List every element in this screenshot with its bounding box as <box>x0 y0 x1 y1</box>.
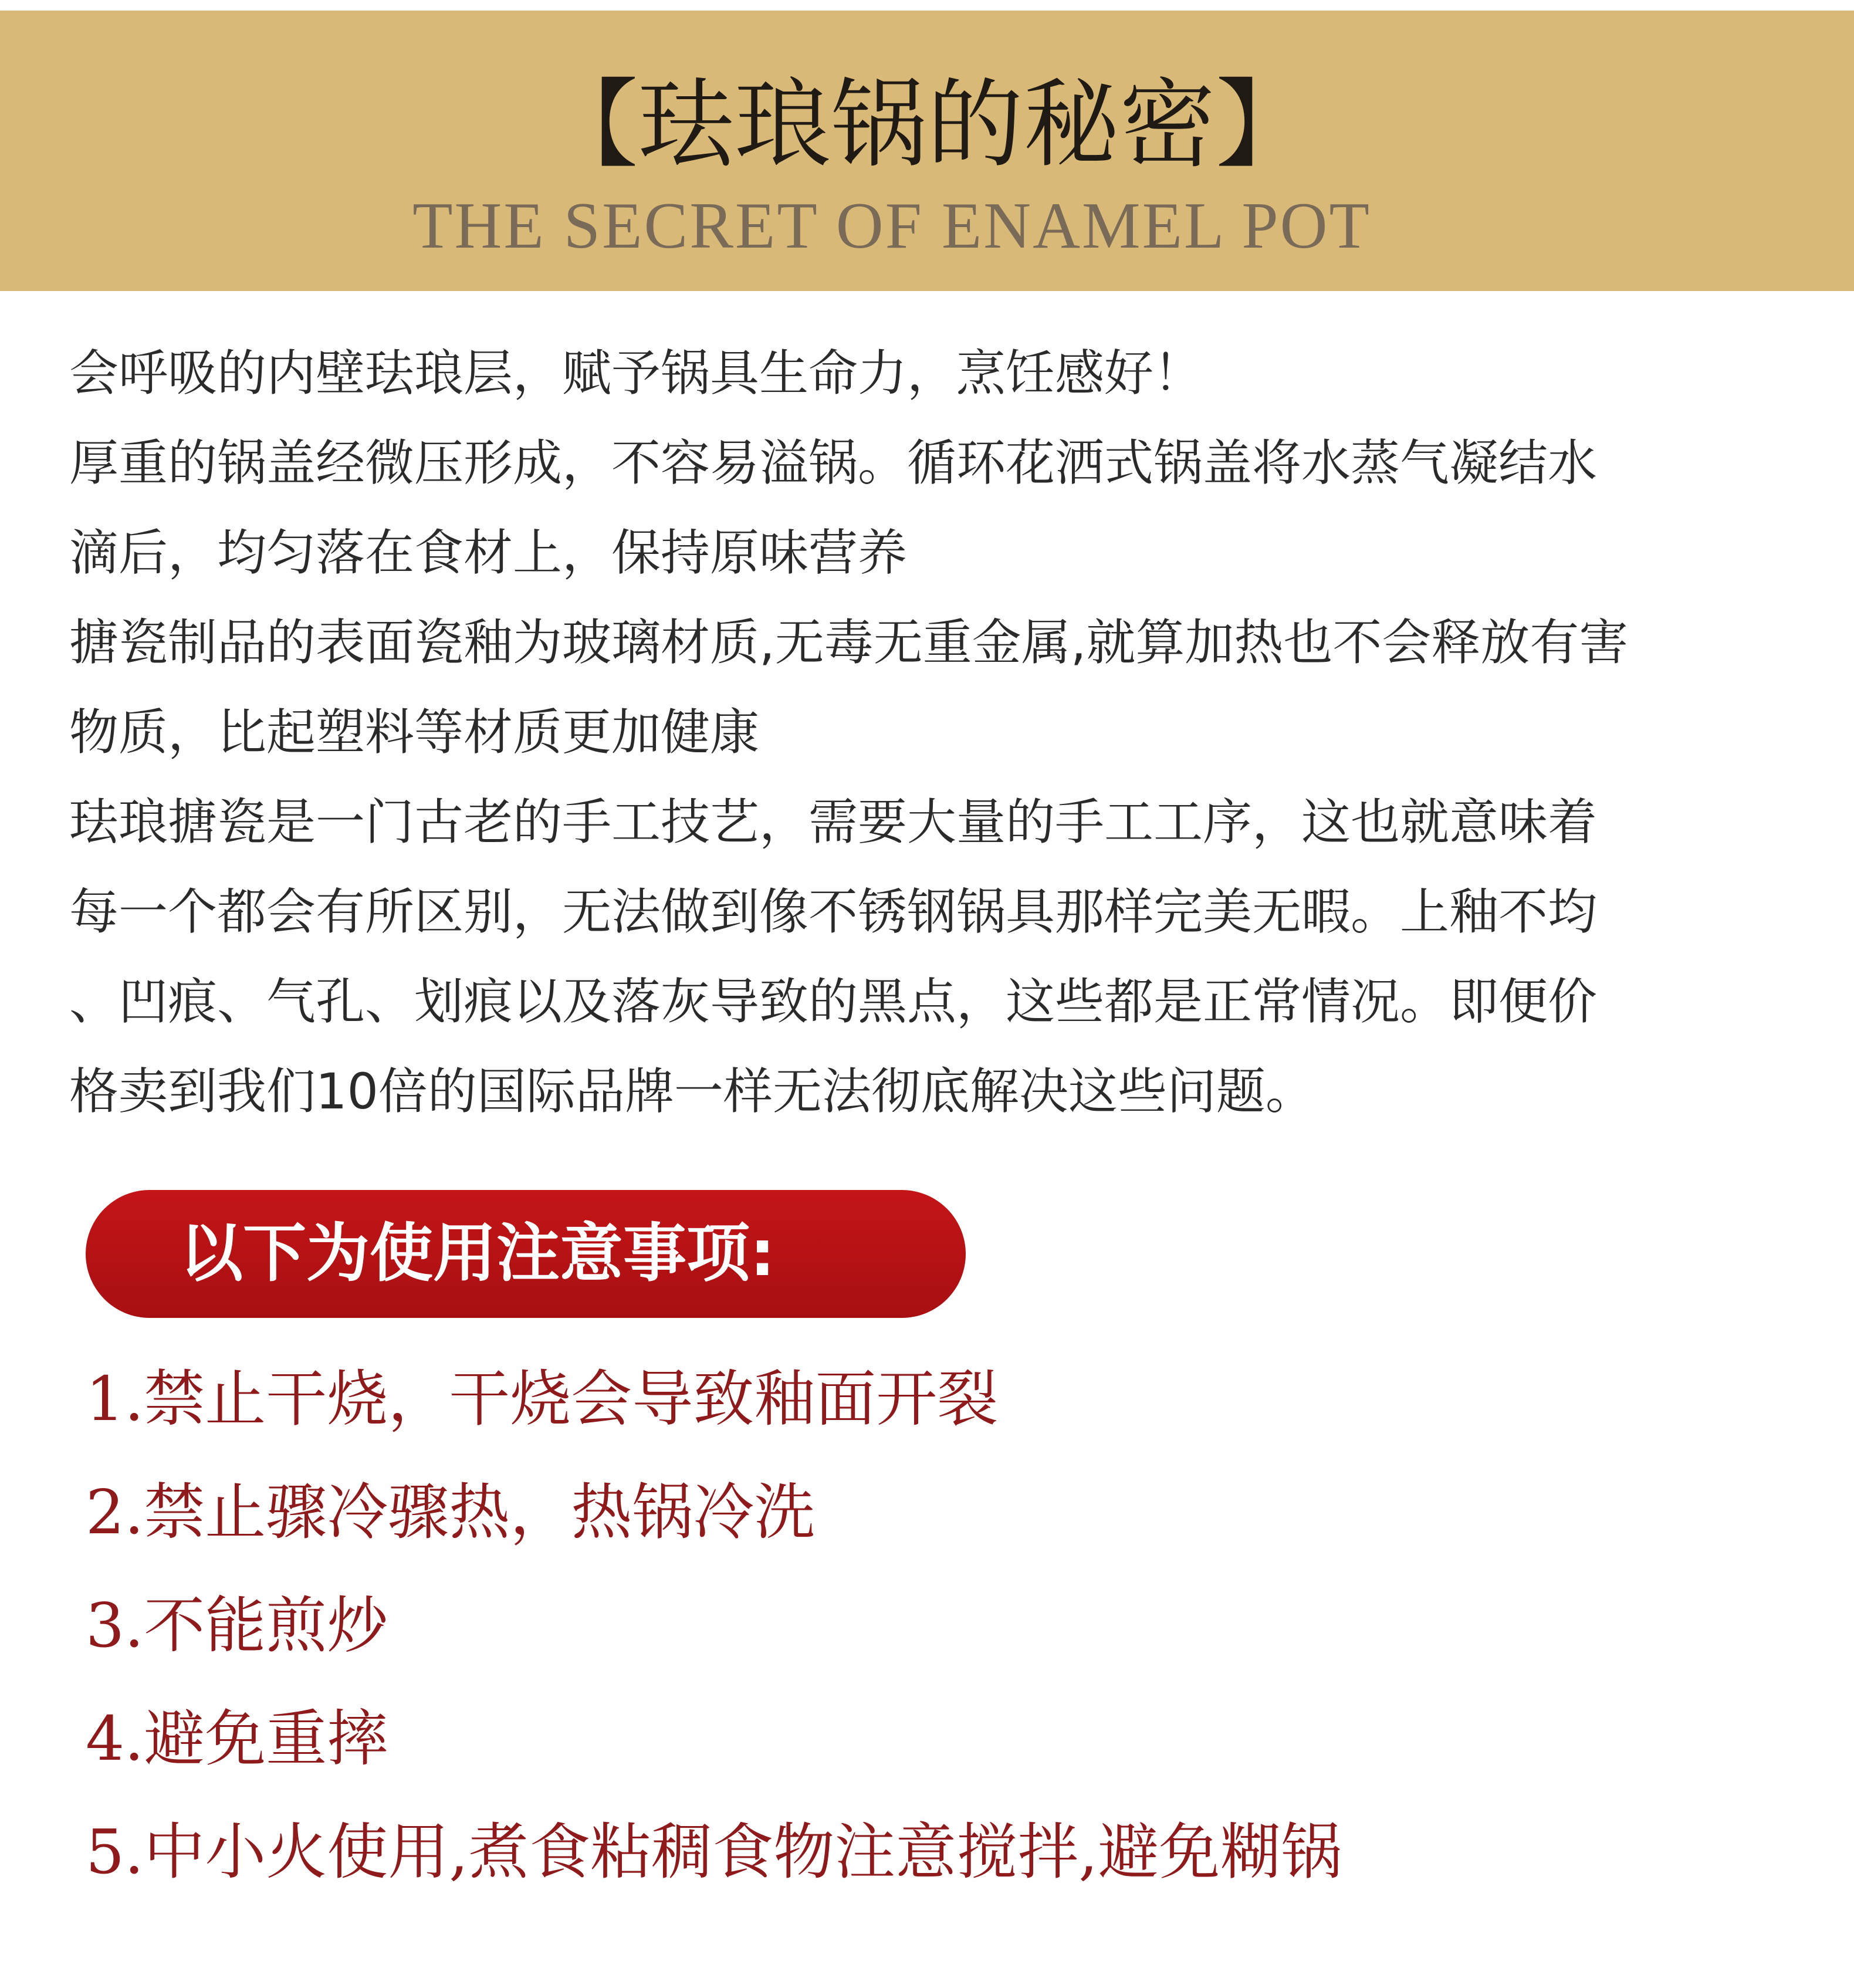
usage-rule-item: 5.中小火使用,煮食粘稠食物注意搅拌,避免糊锅 <box>86 1816 1342 1888</box>
intro-line: 每一个都会有所区别，无法做到像不锈钢锅具那样完美无暇。上釉不均 <box>69 883 1598 941</box>
usage-notice-label: 以下为使用注意事项: <box>180 1217 776 1290</box>
page-subtitle: THE SECRET OF ENAMEL POT <box>412 190 1371 262</box>
intro-line: 厚重的锅盖经微压形成，不容易溢锅。循环花洒式锅盖将水蒸气凝结水 <box>69 434 1598 492</box>
intro-line: 、凹痕、气孔、划痕以及落灰导致的黑点，这些都是正常情况。即便价 <box>69 973 1598 1030</box>
intro-line: 搪瓷制品的表面瓷釉为玻璃材质,无毒无重金属,就算加热也不会释放有害 <box>69 614 1629 671</box>
intro-line: 格卖到我们10倍的国际品牌一样无法彻底解决这些问题。 <box>69 1063 1315 1120</box>
intro-line: 珐琅搪瓷是一门古老的手工技艺，需要大量的手工工序，这也就意味着 <box>69 793 1598 851</box>
intro-line: 滴后，均匀落在食材上，保持原味营养 <box>69 524 908 581</box>
usage-rule-item: 3.不能煎炒 <box>86 1590 388 1661</box>
page-title: 【珐琅锅的秘密】 <box>542 69 1312 181</box>
usage-rule-item: 1.禁止干烧，干烧会导致釉面开裂 <box>86 1363 999 1435</box>
usage-notice-badge <box>86 1190 966 1318</box>
usage-rule-item: 2.禁止骤冷骤热，热锅冷洗 <box>86 1476 816 1548</box>
intro-line: 会呼吸的内壁珐琅层，赋予锅具生命力，烹饪感好！ <box>69 344 1203 402</box>
intro-text-block <box>69 329 1806 1137</box>
usage-rules-list <box>86 1343 1787 1909</box>
usage-rule-item: 4.避免重摔 <box>86 1703 388 1774</box>
intro-line: 物质，比起塑料等材质更加健康 <box>69 704 760 761</box>
